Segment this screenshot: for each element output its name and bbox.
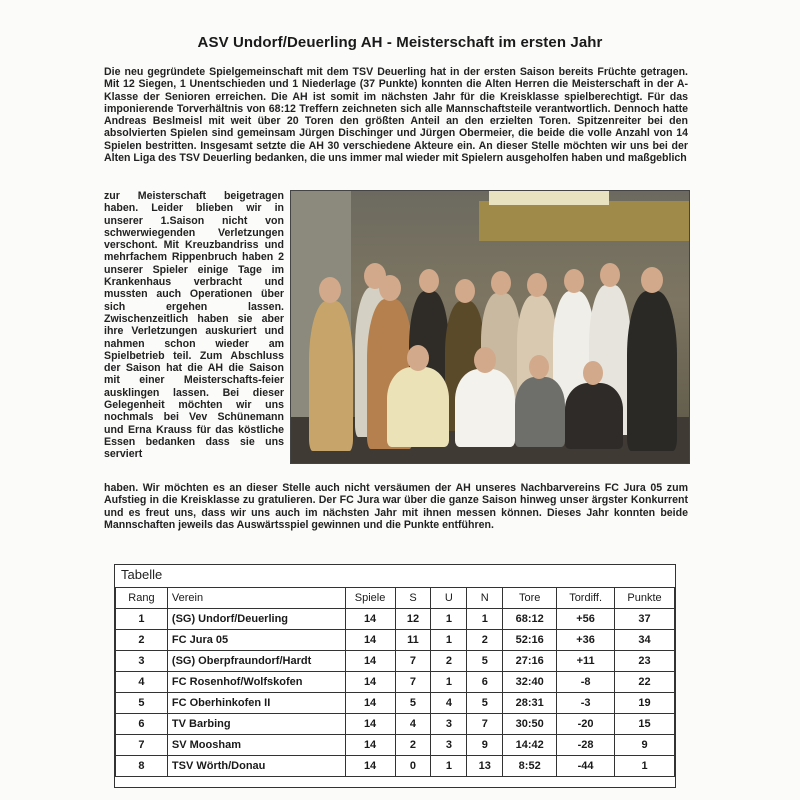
cell-unentschieden: 1 <box>431 756 467 777</box>
cell-punkte: 23 <box>615 651 675 672</box>
cell-tore: 52:16 <box>503 630 557 651</box>
cell-tordiff: -8 <box>557 672 615 693</box>
cell-unentschieden: 3 <box>431 714 467 735</box>
header-u: U <box>431 588 467 609</box>
table-row <box>116 714 675 735</box>
cell-punkte: 15 <box>615 714 675 735</box>
cell-rang: 1 <box>116 609 168 630</box>
cell-siege: 5 <box>395 693 431 714</box>
cell-tordiff: +36 <box>557 630 615 651</box>
article-title: ASV Undorf/Deuerling AH - Meisterschaft im ersten Jahr <box>197 34 603 51</box>
cell-rang: 7 <box>116 735 168 756</box>
cell-verein: FC Jura 05 <box>167 630 345 651</box>
cell-punkte: 34 <box>615 630 675 651</box>
cell-siege: 0 <box>395 756 431 777</box>
cell-rang: 2 <box>116 630 168 651</box>
cell-unentschieden: 2 <box>431 651 467 672</box>
cell-unentschieden: 4 <box>431 693 467 714</box>
cell-siege: 4 <box>395 714 431 735</box>
cell-siege: 7 <box>395 672 431 693</box>
table-row <box>116 756 675 777</box>
table-row <box>116 693 675 714</box>
article-wrap-paragraph: zur Meisterschaft beigetragen haben. Leider blieben wir in unserer 1.Saison nicht von schwerwiegenden Verletzungen verschont. Mit Kreuzbandriss und mehrfachem Rippenbruch haben 2 unserer Spieler einige Tage im Krankenhaus verbracht und mussten auch Operationen über sich ergehen lassen. Zwischenzeitlich haben sie aber ihre Verletzungen auskuriert und nahmen schon wieder am Spielbetrieb teil. Zum Abschluss der Saison hat die AH die Saison mit einer Meisterschafts-feier ausklingen lassen. Bei dieser Gelegenheit möchten wir uns nochmals bei Vev Schünemann und Erna Krauss für das köstliche Essen bedanken dass sie uns serviert <box>104 190 284 461</box>
header-tore: Tore <box>503 588 557 609</box>
article-intro-paragraph: Die neu gegründete Spielgemeinschaft mit dem TSV Deuerling hat in der ersten Saison bereits Früchte getragen. Mit 12 Siegen, 1 Unentschieden und 1 Niederlage (37 Punkte) konnten die Alten Herren die Meisterschaft in der A-Klasse der Senioren erreichen. Die AH ist somit im nächsten Jahr für die Kreisklasse spielberechtigt. Für das imponierende Torverhältnis von 68:12 Treffern zeichneten sich alle Mannschaftsteile verantwortlich. Dennoch hatte Andreas Beslmeisl mit weit über 20 Toren den größten Anteil an den erzielten Toren. Spitzenreiter bei den absolvierten Spielen sind gemeinsam Jürgen Dischinger und Jürgen Obermeier, die beide die volle Anzahl von 14 Spielen bestritten. Insgesamt setzte die AH 30 verschiedene Akteure ein. An dieser Stelle möchten wir uns bei der Alten Liga des TSV Deuerling bedanken, die uns immer mal wieder mit Spielern ausgeholfen haben und maßgeblich <box>104 66 688 165</box>
cell-punkte: 1 <box>615 756 675 777</box>
cell-spiele: 14 <box>345 630 395 651</box>
header-rang: Rang <box>116 588 168 609</box>
cell-spiele: 14 <box>345 672 395 693</box>
table-row <box>116 630 675 651</box>
cell-punkte: 37 <box>615 609 675 630</box>
cell-siege: 12 <box>395 609 431 630</box>
cell-verein: (SG) Undorf/Deuerling <box>167 609 345 630</box>
cell-siege: 7 <box>395 651 431 672</box>
cell-tordiff: -28 <box>557 735 615 756</box>
table-row <box>116 672 675 693</box>
cell-tore: 30:50 <box>503 714 557 735</box>
cell-unentschieden: 1 <box>431 630 467 651</box>
table-label: Tabelle <box>121 567 163 582</box>
cell-verein: FC Oberhinkofen II <box>167 693 345 714</box>
cell-verein: TSV Wörth/Donau <box>167 756 345 777</box>
cell-unentschieden: 1 <box>431 609 467 630</box>
cell-tordiff: +11 <box>557 651 615 672</box>
cell-verein: TV Barbing <box>167 714 345 735</box>
cell-spiele: 14 <box>345 651 395 672</box>
cell-spiele: 14 <box>345 609 395 630</box>
cell-rang: 6 <box>116 714 168 735</box>
cell-niederlagen: 9 <box>467 735 503 756</box>
cell-niederlagen: 2 <box>467 630 503 651</box>
article-closing-paragraph: haben. Wir möchten es an dieser Stelle auch nicht versäumen der AH unseres Nachbarvereins FC Jura 05 zum Aufstieg in die Kreisklasse zu gratulieren. Der FC Jura war über die ganze Saison hinweg unser ärgster Konkurrent und es freut uns, dass wir uns auch im nächsten Jahr mit ihnen messen können. Dieses Jahr konnten beide Mannschaften jeweils das Auswärtsspiel gewinnen und die Punkte entführen. <box>104 482 688 531</box>
cell-tore: 27:16 <box>503 651 557 672</box>
table-header-row <box>116 588 675 609</box>
cell-niederlagen: 5 <box>467 651 503 672</box>
cell-tore: 14:42 <box>503 735 557 756</box>
team-photo <box>290 190 690 464</box>
cell-niederlagen: 6 <box>467 672 503 693</box>
cell-punkte: 9 <box>615 735 675 756</box>
cell-tordiff: +56 <box>557 609 615 630</box>
header-verein: Verein <box>167 588 345 609</box>
header-tordiff: Tordiff. <box>557 588 615 609</box>
table-row <box>116 609 675 630</box>
cell-spiele: 14 <box>345 735 395 756</box>
cell-siege: 2 <box>395 735 431 756</box>
cell-siege: 11 <box>395 630 431 651</box>
cell-spiele: 14 <box>345 693 395 714</box>
cell-verein: (SG) Oberpfraundorf/Hardt <box>167 651 345 672</box>
header-n: N <box>467 588 503 609</box>
cell-niederlagen: 7 <box>467 714 503 735</box>
cell-niederlagen: 1 <box>467 609 503 630</box>
cell-unentschieden: 1 <box>431 672 467 693</box>
cell-spiele: 14 <box>345 756 395 777</box>
cell-punkte: 22 <box>615 672 675 693</box>
cell-niederlagen: 13 <box>467 756 503 777</box>
cell-tore: 28:31 <box>503 693 557 714</box>
cell-unentschieden: 3 <box>431 735 467 756</box>
header-s: S <box>395 588 431 609</box>
cell-tore: 8:52 <box>503 756 557 777</box>
table-row <box>116 651 675 672</box>
cell-niederlagen: 5 <box>467 693 503 714</box>
cell-tore: 32:40 <box>503 672 557 693</box>
standings-table <box>115 587 675 777</box>
cell-verein: FC Rosenhof/Wolfskofen <box>167 672 345 693</box>
standings-table-box <box>114 564 676 788</box>
header-punkte: Punkte <box>615 588 675 609</box>
table-row <box>116 735 675 756</box>
header-spiele: Spiele <box>345 588 395 609</box>
cell-rang: 8 <box>116 756 168 777</box>
cell-spiele: 14 <box>345 714 395 735</box>
cell-tordiff: -20 <box>557 714 615 735</box>
cell-tordiff: -44 <box>557 756 615 777</box>
cell-rang: 3 <box>116 651 168 672</box>
cell-tordiff: -3 <box>557 693 615 714</box>
cell-tore: 68:12 <box>503 609 557 630</box>
cell-verein: SV Moosham <box>167 735 345 756</box>
cell-punkte: 19 <box>615 693 675 714</box>
cell-rang: 5 <box>116 693 168 714</box>
cell-rang: 4 <box>116 672 168 693</box>
